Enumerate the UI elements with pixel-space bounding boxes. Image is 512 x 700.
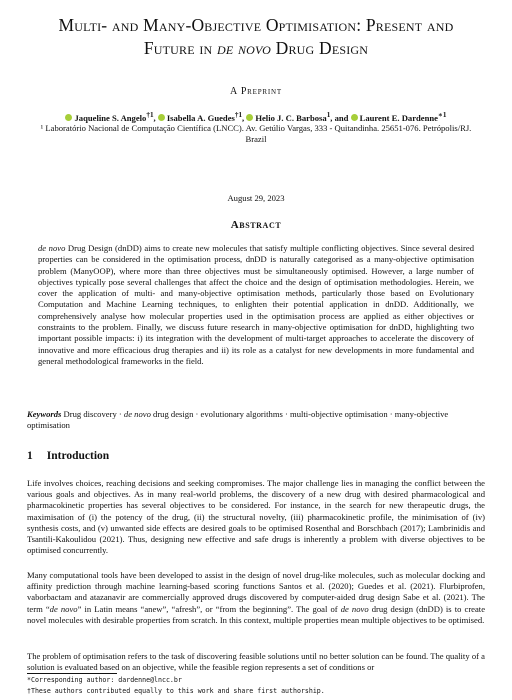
author-mark: ∗1 xyxy=(437,111,447,119)
section-title: Introduction xyxy=(46,450,110,462)
author-name: Isabella A. Guedes xyxy=(166,112,235,123)
section-heading xyxy=(27,450,123,462)
author-mark: †1 xyxy=(234,111,243,119)
keywords-text-c: drug design · evolutionary algorithms · multi-objective optimisation · many-objective optimisation xyxy=(27,409,449,431)
keywords xyxy=(27,409,485,432)
title-line-2-part-a: Future in xyxy=(143,38,217,58)
intro-paragraph-2 xyxy=(27,570,485,626)
title-line-2-part-c: Drug Design xyxy=(271,38,369,58)
author-name: Laurent E. Dardenne xyxy=(359,112,438,123)
para2-part-e: drug design (dnDD) is to create novel molecules with desirable properties from scratch. In this context, multiple properties mean multiple objectives to be optimised. xyxy=(27,603,486,625)
title-line-2 xyxy=(20,37,492,60)
keywords-label: Keywords xyxy=(27,409,62,419)
author-separator: , xyxy=(242,112,247,123)
para2-italic-1: de novo xyxy=(49,603,78,614)
intro-paragraph-1: Life involves choices, reaching decisions and seeking compromises. The major challenge lies in managing the conflict between the various goals and objectives. As in many real-world problems, the discovery of a new drug with desired pharmacological and pharmacokinetic properties has several objectives to be considered. For instance, in the search for new therapeutic drugs, the maximisation of (i) the potency of the drug, (ii) the structural novelty, (iii) pharmacokinetic profile, the minimisation of (iv) synthesis costs, and (v) unwanted side effects are desired goals to be optimised Rosenthal and Borschbach (2017); Lambrinidis and Tsantili-Kakoulidou (2021). Thus, designing new effective and safe drugs is inherently a problem with diverse objectives to be optimised concurrently. xyxy=(27,478,485,556)
author-name: Jaqueline S. Angelo xyxy=(74,112,147,123)
keywords-text-a: Drug discovery · xyxy=(61,409,124,419)
preprint-label: A Preprint xyxy=(230,86,282,97)
para2-italic-2: de novo xyxy=(340,603,369,614)
orcid-icon[interactable] xyxy=(65,114,72,121)
author-separator: , xyxy=(153,112,158,123)
affiliation: ¹ Laboratório Nacional de Computação Científica (LNCC). Av. Getúlio Vargas, 333 - Quitandinha. 25651-076. Petrópolis/RJ. Brazil xyxy=(40,123,472,144)
abstract-body xyxy=(38,243,474,367)
footnote-corresponding: *Corresponding author: dardenne@lncc.br xyxy=(27,676,182,684)
author-mark: †1 xyxy=(146,111,154,119)
publication-date: August 29, 2023 xyxy=(227,193,285,203)
footnote-equal-contribution: †These authors contributed equally to this work and share first authorship. xyxy=(27,687,325,695)
title-line-1: Multi- and Many-Objective Optimisation: Present and xyxy=(58,15,454,35)
section-number: 1 xyxy=(27,450,33,462)
intro-paragraph-3: The problem of optimisation refers to the task of discovering feasible solutions until no better solution can be found. The quality of a solution is evaluated based on an objective, while the feasible region represents a set of conditions or xyxy=(27,651,485,673)
author-list xyxy=(0,110,512,123)
paper-title xyxy=(20,14,492,60)
keywords-italic: de novo xyxy=(123,409,151,419)
abstract-lead-italic: de novo xyxy=(38,243,66,253)
orcid-icon[interactable] xyxy=(246,114,253,121)
orcid-icon[interactable] xyxy=(351,114,358,121)
abstract-text: Drug Design (dnDD) aims to create new molecules that satisfy multiple conflicting objectives. Since several desired properties can be considered in the optimisation process, dnDD is naturally categorised as a many-objective optimisation problem (ManyOOP), where more than three objectives must be simultaneously optimised. However, a large number of objectives typically pose several challenges that affect the choice and the design of optimisation methodologies. Herein, we cover the application of multi- and many-objective optimisation methods, particularly those based on Evolutionary Computation and Machine Learning techniques, to enlighten their potential application in dnDD. Additionally, we comprehensively analyse how molecular properties used in the optimisation process are applied as either objectives or constraints to the problem. Finally, we discuss future research in many-objective optimisation for dnDD, highlighting two important possible impacts: i) its integration with the development of multi-target approaches to accelerate the discovery of innovative and more efficacious drug therapies and ii) its role as a catalyst for new developments in more fundamental and general methodological frameworks in the field. xyxy=(38,243,474,366)
author-separator: , and xyxy=(330,112,351,123)
para2-part-a: Many computational tools have been developed to assist in the design of novel drug-like molecules, such as molecular docking and affinity prediction through machine learning-based scoring functions Santos et al. (2020); Guedes et al. (2021). Flurbiprofen, vaborbactam and atazanavir are commercially approved drugs discovered by computer-aided drug design Sabe et al. (2021). The term “ xyxy=(27,570,485,614)
author-name: Helio J. C. Barbosa xyxy=(255,112,327,123)
orcid-icon[interactable] xyxy=(158,114,165,121)
title-line-2-italic: de novo xyxy=(216,38,272,58)
footnote-rule xyxy=(27,673,117,674)
para2-part-c: ” in Latin means “anew”, “afresh”, or “from the beginning”. The goal of xyxy=(77,603,341,614)
abstract-heading: Abstract xyxy=(230,219,282,231)
author-mark: 1 xyxy=(326,111,331,119)
